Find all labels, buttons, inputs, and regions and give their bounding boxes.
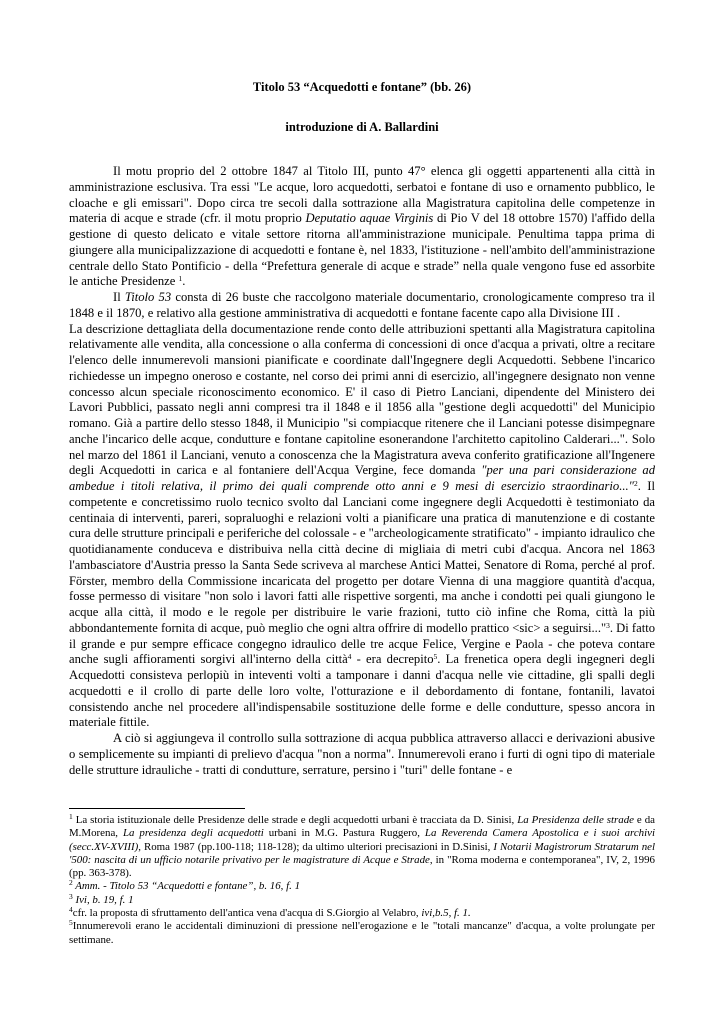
footnote-number: 2 xyxy=(69,878,73,888)
footnote-ref-2[interactable]: 2 xyxy=(633,479,638,488)
footnote-number: 3 xyxy=(69,891,73,901)
footnote-ref-3[interactable]: 3 xyxy=(606,620,610,630)
italic-text: Deputatio aquae Virginis xyxy=(305,211,434,226)
footnote-3: $^3$ Ivi, b. 19, f. 1 xyxy=(69,891,134,906)
footnote-ref-4[interactable]: 4 xyxy=(347,652,352,662)
paragraph-2: Il Titolo 53 consta di 26 buste che raccolgono materiale documentario, cronologicamente compreso tra il 1848 e il 1870, e relativo alla gestione amministrativa di acquedotti e fontane facente capo alla Divisione III . xyxy=(69,290,655,320)
paragraph-4: A ciò si aggiungeva il controllo sulla sottrazione di acqua pubblica attraverso allacci e derivazioni abusive o semplicemente su impianti di prelievo d'acqua "non a norma". Innumerevoli erano i furti di ogni tipo di materiale delle strutture idrauliche - tratti di condutture, serrature, persino i "turi" delle fontane - e xyxy=(69,731,655,777)
italic-text: Titolo 53 xyxy=(124,290,172,304)
document-title: Titolo 53 “Acquedotti e fontane” (bb. 26) xyxy=(252,80,472,94)
italic-quote: "per una pari considerazione ad ambedue i titoli relativa, il primo dei quali comprende otto anni e 9 mesi di esercizio straordinario..." xyxy=(69,463,656,493)
document-subtitle: introduzione di A. Ballardini xyxy=(285,120,439,134)
footnotes xyxy=(69,814,655,947)
paragraph-3: La descrizione dettagliata della documentazione rende conto delle attribuzioni spettanti alla Magistratura capitolina relativamente alle vendita, alla concessione o alla conferma di concessioni di once d'acqua a privati, oltre a recitare l'elenco delle innumerevoli mansioni pianificate e coordinate dall'Ingegnere degli Acquedotti. Sebbene l'incarico richiedesse un impegno oneroso e costante, nel corso dei primi anni di esercizio, all'ingegnere designato non venne concesso alcun speciale riconoscimento economico. E' il caso di Pietro Lanciani, dipendente del Ministero dei Lavori Pubblici, passato negli anni compresi tra il 1848 e il 1856 alla "gestione degli acquedotti" del Municipio romano. Già a partire dello stesso 1848, il Municipio "si compiacque ritenere che il Lanciani potesse disimpegnare anche l'incarico delle acque, condutture e fontane capitoline esonerandone l'architetto capitolino Calderari...". Solo nel marzo del 1861 il Lanciani, venuto a conoscenza che la Magistratura aveva conferito gratificazione all'Ingenere degli Acquedotti in carica e al fontaniere dell'Acqua Vergine, fece domanda "per una pari considerazione ad ambedue i titoli relativa, il primo dei quali comprende otto anni e 9 mesi di esercizio straordinario..."$^2$. Il competente e concretissimo ruolo tecnico svolto dal Lanciani come ingegnere degli Acquedotti è testimoniato da centinaia di interventi, pareri, sopraluoghi e relazioni volti a pianificare una pratica di manutenzione e di costante cura delle strutture principali e periferiche del colossale - e "archeologicamente stratificato" - impianto idraulico che quotidianamente conduceva e distribuiva nella città decine di migliaia di metri cubi d'acqua. Ancora nel 1863 l'ambasciatore d'Austria presso la Santa Sede scriveva al marchese Antici Mattei, Senatore di Roma, perché al prof. Förster, membro della Commissione incaricata del progetto per dotare Vienna di una maggiore quantità d'acqua, fosse permesso di visitare "non solo i lavori fatti alle rispettive sorgenti, ma anche i condotti pei quali giungono le acque alla città, il modo e le regole per distribuire le varie frazioni, tutto ciò infine che Roma, città la più abbondantemente fornita di acque, può meglio che ogni altra offrire di modello prattico <sic> a seguirsi..."$^3$. Di fatto il grande e pur sempre efficace congegno idraulico delle tre acque Felice, Vergine e Paola - che poteva contare anche sugli affioramenti sorgivi all'interno della città$^4$ - era decrepito$^5$. La frenetica opera degli ingegneri degli Acquedotti consisteva perlopiù in inteventi volti a tamponare i danni d'acqua nelle vie cittadine, gli spalli degli acquedotti e il crollo di parte delle loro volte, l'otturazione e il debordamento di fontane, fontanili, lavatoi consistendo anche nel procedere all'indispensabile sostituzione delle forme e delle condutture, spesso ancora in materiale fittile. xyxy=(69,321,656,730)
paragraph-1: Il motu proprio del 2 ottobre 1847 al Titolo III, punto 47° elenca gli oggetti appartenenti alla città in amministrazione esclusiva. Tra essi "Le acque, loro acquedotti, serbatoi e fontane di uso e ornamento pubblico, le cloache e gli emissari". Dopo circa tre secoli dalla sottrazione alla Magistratura capitolina delle competenze in materia di acque e strade (cfr. il motu proprio Deputatio aquae Virginis di Pio V del 18 ottobre 1570) l'affido della gestione di questo delicato e vitale settore ritorna all'amministrazione municipale. Penultima tappa prima di giungere alla municipalizzazione di acquedotti e fontane è, nel 1833, l'istituzione - nell'ambito dell'amministrazione centrale dello Stato Pontificio - della “Prefettura generale di acque e strade” nella quale vengono fuse ed assorbite le antiche Presidenze $^1$. xyxy=(69,164,655,289)
footnote-separator xyxy=(69,808,245,809)
footnote-1: $^1$ La storia istituzionale delle Presidenze delle strade e degli acquedotti urbani è tracciata da D. Sinisi, La Presidenza delle strade e da M.Morena, La presidenza degli acquedotti urbani in M.G. Pastura Ruggero, La Reverenda Camera Apostolica e i suoi archivi (secc.XV-XVIII), Roma 1987 (pp.100-118; 118-128); da ultimo ulteriori precisazioni in D.Sinisi, I Notarii Magistrorum Stratarum nel '500: nascita di un ufficio notarile privativo per le magistrature di Acque e Strade, in "Roma moderna e contemporanea", IV, 2, 1996 (pp. 363-378). xyxy=(69,812,656,880)
body-text xyxy=(69,164,655,778)
footnote-number: 5 xyxy=(69,918,73,928)
footnote-ref-5[interactable]: 5 xyxy=(433,652,438,662)
footnote-2: $^2$ Amm. - Titolo 53 “Acquedotti e fontane”, b. 16, f. 1 xyxy=(69,878,301,893)
footnote-5: $^5$Innumerevoli erano le accidentali diminuzioni di pressione nell'erogazione e le "totali mancanze" d'acqua, a volte prolungate per settimane. xyxy=(69,918,655,946)
footnote-4: $^4$cfr. la proposta di sfruttamento dell'antica vena d'acqua di S.Giorgio al Velabro, ivi,b.5, f. 1. xyxy=(69,905,471,920)
footnote-ref-1[interactable]: 1 xyxy=(178,274,183,284)
footnote-number: 4 xyxy=(69,905,73,915)
footnote-number: 1 xyxy=(69,812,73,821)
